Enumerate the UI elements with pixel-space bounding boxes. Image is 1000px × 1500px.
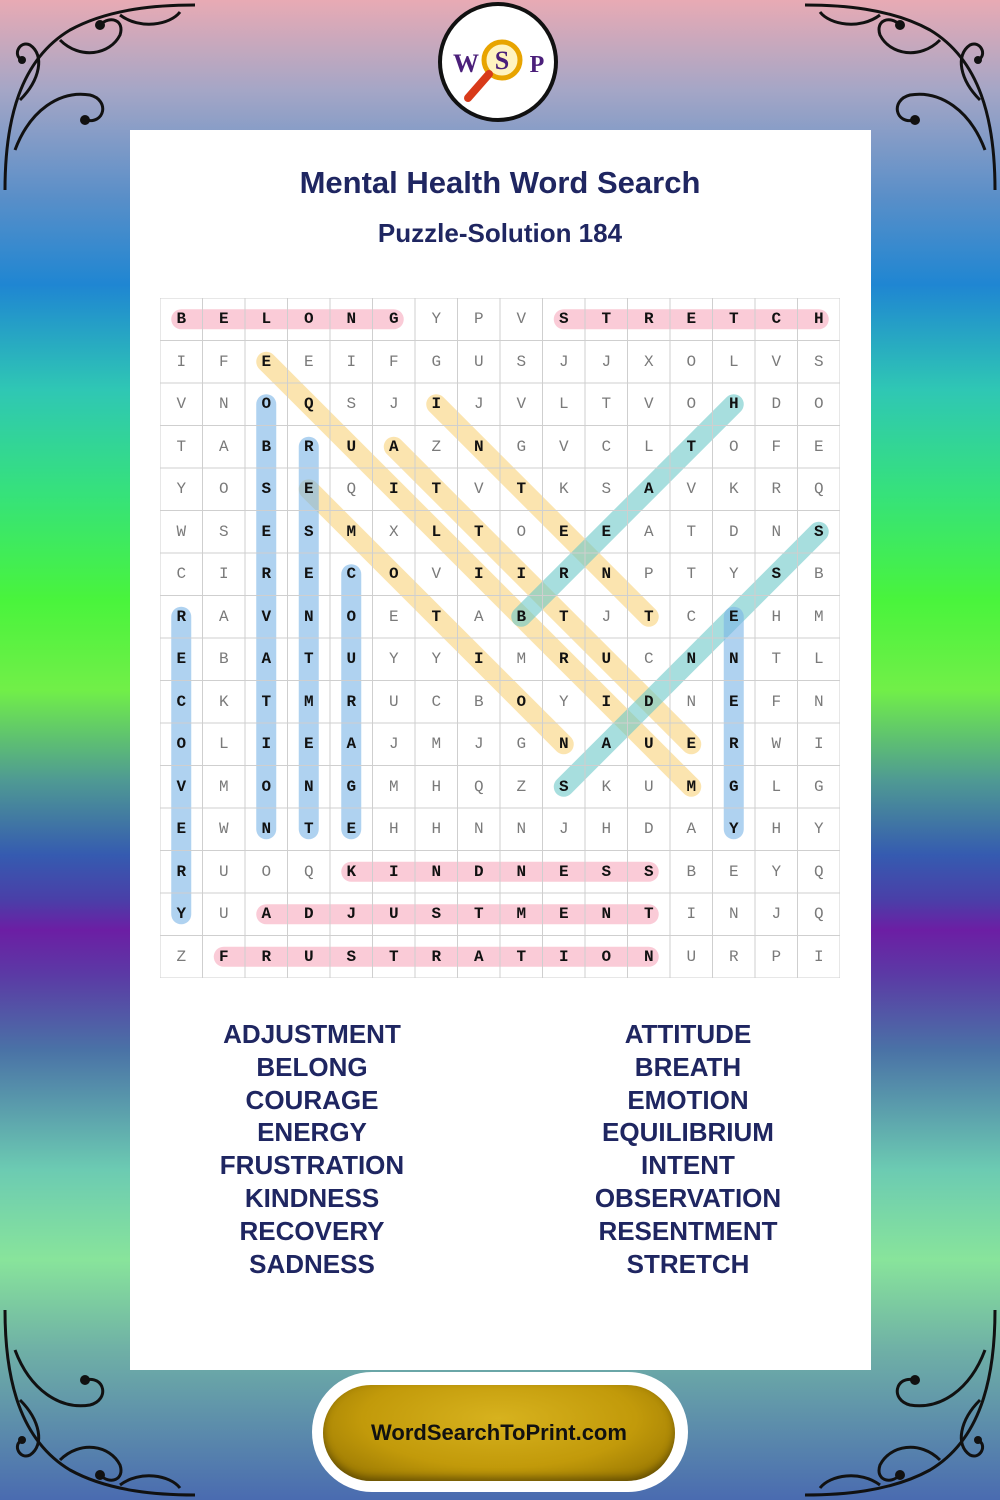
grid-cell[interactable]: A	[601, 735, 612, 754]
grid-cell[interactable]: N	[728, 905, 739, 924]
grid-cell[interactable]: N	[431, 862, 442, 881]
grid-cell[interactable]: M	[686, 777, 697, 796]
grid-cell[interactable]: T	[303, 820, 314, 839]
grid-cell[interactable]: Y	[176, 480, 187, 499]
grid-cell[interactable]: V	[686, 480, 697, 499]
grid-cell[interactable]: U	[303, 947, 314, 966]
grid-cell[interactable]: Y	[431, 650, 442, 669]
grid-cell[interactable]: I	[516, 565, 527, 584]
grid-cell[interactable]: E	[728, 607, 739, 626]
grid-cell[interactable]: P	[473, 310, 484, 329]
grid-cell[interactable]: E	[558, 522, 569, 541]
grid-cell[interactable]: D	[771, 395, 782, 414]
grid-cell[interactable]: W	[176, 522, 187, 541]
grid-cell[interactable]: E	[303, 565, 314, 584]
grid-cell[interactable]: V	[473, 480, 484, 499]
grid-cell[interactable]: C	[431, 692, 442, 711]
grid-cell[interactable]: N	[261, 820, 272, 839]
grid-cell[interactable]: E	[176, 650, 187, 669]
grid-cell[interactable]: H	[431, 777, 442, 796]
grid-cell[interactable]: Y	[813, 820, 824, 839]
grid-cell[interactable]: E	[686, 735, 697, 754]
grid-cell[interactable]: T	[303, 650, 314, 669]
grid-cell[interactable]: N	[686, 692, 697, 711]
grid-cell[interactable]: S	[601, 480, 612, 499]
grid-cell[interactable]: K	[346, 862, 357, 881]
grid-cell[interactable]: V	[431, 565, 442, 584]
grid-cell[interactable]: T	[643, 905, 654, 924]
grid-cell[interactable]: I	[601, 692, 612, 711]
grid-cell[interactable]: N	[601, 905, 612, 924]
grid-cell[interactable]: M	[388, 777, 399, 796]
grid-cell[interactable]: J	[346, 905, 357, 924]
grid-cell[interactable]: H	[728, 395, 739, 414]
grid-cell[interactable]: I	[218, 565, 229, 584]
grid-cell[interactable]: D	[728, 522, 739, 541]
grid-cell[interactable]: B	[218, 650, 229, 669]
grid-cell[interactable]: Z	[431, 437, 442, 456]
grid-cell[interactable]: N	[643, 947, 654, 966]
word-list-item: FRUSTRATION	[219, 1150, 405, 1181]
magnifier-icon	[442, 6, 554, 118]
grid-cell[interactable]: G	[346, 777, 357, 796]
grid-cell[interactable]: E	[346, 820, 357, 839]
grid-cell[interactable]: U	[643, 777, 654, 796]
grid-cell[interactable]: T	[771, 650, 782, 669]
grid-cell[interactable]: B	[516, 607, 527, 626]
grid-cell[interactable]: Q	[813, 862, 824, 881]
grid-cell[interactable]: I	[431, 395, 442, 414]
site-banner[interactable]	[323, 1385, 675, 1481]
grid-cell[interactable]: E	[558, 905, 569, 924]
grid-cell[interactable]: Y	[728, 820, 739, 839]
grid-cell[interactable]: Y	[728, 565, 739, 584]
grid-cell[interactable]: N	[303, 777, 314, 796]
grid-cell[interactable]: I	[558, 947, 569, 966]
grid-cell[interactable]: E	[601, 522, 612, 541]
grid-cell[interactable]: S	[558, 310, 569, 329]
word-list-item: BELONG	[256, 1051, 368, 1082]
grid-cell[interactable]: F	[388, 352, 399, 371]
grid-cell[interactable]: O	[261, 862, 272, 881]
grid-cell[interactable]: U	[686, 947, 697, 966]
grid-cell[interactable]: F	[218, 352, 229, 371]
grid-cell[interactable]: I	[261, 735, 272, 754]
grid-cell[interactable]: N	[771, 522, 782, 541]
grid-cell[interactable]: T	[473, 522, 484, 541]
grid-cell[interactable]: V	[516, 395, 527, 414]
grid-cell[interactable]: S	[303, 522, 314, 541]
grid-cell[interactable]: A	[261, 650, 272, 669]
grid-cell[interactable]: C	[771, 310, 782, 329]
word-list-item: BREATH	[634, 1051, 742, 1082]
word-list-item: ADJUSTMENT	[223, 1019, 401, 1049]
grid-cell[interactable]: T	[686, 522, 697, 541]
grid-cell[interactable]: J	[473, 395, 484, 414]
grid-cell[interactable]: T	[558, 607, 569, 626]
grid-cell[interactable]: U	[643, 735, 654, 754]
grid-cell[interactable]: A	[643, 480, 654, 499]
logo-letter-s: S	[494, 46, 510, 75]
grid-cell[interactable]: E	[303, 352, 314, 371]
grid-cell[interactable]: H	[813, 310, 824, 329]
grid-cell[interactable]: J	[388, 735, 399, 754]
grid-cell[interactable]: E	[261, 352, 272, 371]
grid-cell[interactable]: Q	[813, 905, 824, 924]
grid-cell[interactable]: E	[728, 692, 739, 711]
grid-cell[interactable]: O	[218, 480, 229, 499]
grid-cell[interactable]: M	[516, 650, 527, 669]
grid-cell[interactable]: L	[261, 310, 272, 329]
grid-cell[interactable]: S	[813, 352, 824, 371]
grid-cell[interactable]: T	[473, 905, 484, 924]
grid-cell[interactable]: Z	[516, 777, 527, 796]
grid-cell[interactable]: O	[686, 395, 697, 414]
grid-cell[interactable]: N	[686, 650, 697, 669]
grid-cell[interactable]: O	[346, 607, 357, 626]
grid-cell[interactable]: N	[303, 607, 314, 626]
word-list-item: RECOVERY	[239, 1215, 385, 1246]
grid-cell[interactable]: T	[601, 310, 612, 329]
grid-cell[interactable]: T	[261, 692, 272, 711]
logo-letter-w: W	[453, 49, 479, 78]
grid-cell[interactable]: R	[558, 650, 569, 669]
word-list-item: COURAGE	[245, 1084, 379, 1115]
grid-cell[interactable]: W	[771, 735, 782, 754]
grid-cell[interactable]: L	[771, 777, 782, 796]
grid-cell[interactable]: O	[261, 777, 272, 796]
grid-cell[interactable]: O	[388, 565, 399, 584]
grid-cell[interactable]: M	[813, 607, 824, 626]
grid-letters	[160, 298, 840, 978]
grid-cell[interactable]: T	[643, 607, 654, 626]
word-list-item: KINDNESS	[244, 1182, 380, 1213]
grid-cell[interactable]: K	[728, 480, 739, 499]
grid-cell[interactable]: Z	[176, 947, 187, 966]
grid-cell[interactable]: C	[686, 607, 697, 626]
grid-cell[interactable]: S	[558, 777, 569, 796]
grid-cell[interactable]: Q	[473, 777, 484, 796]
grid-cell[interactable]: E	[388, 607, 399, 626]
grid-cell[interactable]: O	[516, 522, 527, 541]
grid-cell[interactable]: V	[261, 607, 272, 626]
grid-cell[interactable]: H	[601, 820, 612, 839]
grid-cell[interactable]: D	[643, 692, 654, 711]
grid-cell[interactable]: R	[346, 692, 357, 711]
grid-cell[interactable]: T	[431, 480, 442, 499]
grid-cell[interactable]: B	[473, 692, 484, 711]
grid-cell[interactable]: P	[771, 947, 782, 966]
grid-cell[interactable]: R	[303, 437, 314, 456]
grid-cell[interactable]: T	[516, 947, 527, 966]
grid-cell[interactable]: T	[686, 565, 697, 584]
grid-cell[interactable]: B	[813, 565, 824, 584]
grid-cell[interactable]: M	[303, 692, 314, 711]
grid-cell[interactable]: I	[813, 735, 824, 754]
grid-cell[interactable]: S	[771, 565, 782, 584]
grid-cell[interactable]: I	[686, 905, 697, 924]
grid-cell[interactable]: J	[558, 352, 569, 371]
grid-cell[interactable]: K	[601, 777, 612, 796]
site-label: WordSearchToPrint.com	[371, 1420, 627, 1445]
grid-cell[interactable]: R	[643, 310, 654, 329]
word-list-item: INTENT	[641, 1150, 735, 1181]
word-list-left	[132, 1018, 492, 1280]
grid-cell[interactable]: G	[516, 437, 527, 456]
grid-cell[interactable]: A	[218, 437, 229, 456]
grid-cell[interactable]: T	[516, 480, 527, 499]
grid-cell[interactable]: R	[261, 565, 272, 584]
grid-cell[interactable]: B	[686, 862, 697, 881]
grid-cell[interactable]: H	[771, 820, 782, 839]
grid-cell[interactable]: N	[516, 862, 527, 881]
grid-cell[interactable]: J	[473, 735, 484, 754]
grid-cell[interactable]: G	[516, 735, 527, 754]
grid-cell[interactable]: S	[601, 862, 612, 881]
word-list-item: RESENTMENT	[598, 1215, 778, 1246]
grid-cell[interactable]: C	[176, 565, 187, 584]
grid-cell[interactable]: R	[558, 565, 569, 584]
grid-cell[interactable]: G	[728, 777, 739, 796]
grid-cell[interactable]: M	[218, 777, 229, 796]
grid-cell[interactable]: C	[176, 692, 187, 711]
grid-cell[interactable]: K	[558, 480, 569, 499]
grid-cell[interactable]: X	[643, 352, 654, 371]
word-list-item: STRETCH	[626, 1248, 750, 1279]
grid-cell[interactable]: S	[346, 395, 357, 414]
grid-cell[interactable]: I	[813, 947, 824, 966]
grid-cell[interactable]: Y	[431, 310, 442, 329]
grid-cell[interactable]: S	[516, 352, 527, 371]
grid-cell[interactable]: J	[601, 352, 612, 371]
grid-cell[interactable]: N	[473, 820, 484, 839]
grid-cell[interactable]: V	[643, 395, 654, 414]
grid-cell[interactable]: Y	[176, 905, 187, 924]
grid-cell[interactable]: U	[346, 650, 357, 669]
grid-cell[interactable]: H	[388, 820, 399, 839]
grid-cell[interactable]: I	[473, 565, 484, 584]
grid-cell[interactable]: F	[771, 692, 782, 711]
grid-cell[interactable]: U	[218, 905, 229, 924]
word-list-item: EMOTION	[627, 1084, 749, 1115]
grid-cell[interactable]: T	[431, 607, 442, 626]
grid-cell[interactable]: M	[431, 735, 442, 754]
grid-cell[interactable]: T	[728, 310, 739, 329]
grid-cell[interactable]: C	[601, 437, 612, 456]
grid-cell[interactable]: V	[176, 395, 187, 414]
page-title: Mental Health Word Search	[299, 165, 701, 200]
grid-cell[interactable]: O	[813, 395, 824, 414]
grid-cell[interactable]: Y	[388, 650, 399, 669]
grid-cell[interactable]: O	[686, 352, 697, 371]
grid-cell[interactable]: R	[728, 735, 739, 754]
grid-cell[interactable]: H	[431, 820, 442, 839]
grid-cell[interactable]: R	[771, 480, 782, 499]
wsp-logo	[438, 2, 558, 122]
grid-cell[interactable]: B	[261, 437, 272, 456]
grid-cell[interactable]: M	[346, 522, 357, 541]
grid-cell[interactable]: N	[558, 735, 569, 754]
grid-cell[interactable]: Y	[771, 862, 782, 881]
grid-cell[interactable]: E	[176, 820, 187, 839]
grid-cell[interactable]: A	[218, 607, 229, 626]
grid-cell[interactable]: A	[346, 735, 357, 754]
grid-cell[interactable]: Q	[303, 862, 314, 881]
grid-cell[interactable]: G	[813, 777, 824, 796]
grid-cell[interactable]: U	[218, 862, 229, 881]
grid-cell[interactable]: A	[388, 437, 399, 456]
grid-cell[interactable]: Q	[346, 480, 357, 499]
page-subtitle: Puzzle-Solution 184	[377, 218, 623, 248]
grid-cell[interactable]: K	[218, 692, 229, 711]
grid-cell[interactable]: J	[558, 820, 569, 839]
word-list-item: SADNESS	[249, 1248, 375, 1279]
grid-cell[interactable]: A	[261, 905, 272, 924]
grid-cell[interactable]: I	[473, 650, 484, 669]
grid-cell[interactable]: G	[388, 310, 399, 329]
grid-cell[interactable]: A	[643, 522, 654, 541]
grid-cell[interactable]: O	[303, 310, 314, 329]
grid-cell[interactable]: X	[388, 522, 399, 541]
grid-cell[interactable]: T	[686, 437, 697, 456]
word-list-right	[508, 1018, 868, 1280]
grid-cell[interactable]: A	[473, 947, 484, 966]
grid-cell[interactable]: V	[771, 352, 782, 371]
grid-cell[interactable]: Q	[303, 395, 314, 414]
grid-cell[interactable]: R	[176, 862, 187, 881]
grid-cell[interactable]: N	[218, 395, 229, 414]
grid-cell[interactable]: Q	[813, 480, 824, 499]
grid-cell[interactable]: S	[346, 947, 357, 966]
grid-cell[interactable]: A	[473, 607, 484, 626]
grid-cell[interactable]: I	[388, 862, 399, 881]
grid-cell[interactable]: R	[176, 607, 187, 626]
grid-cell[interactable]: I	[176, 352, 187, 371]
word-list-item: OBSERVATION	[594, 1182, 782, 1213]
grid-cell[interactable]: N	[473, 437, 484, 456]
grid-cell[interactable]: R	[431, 947, 442, 966]
grid-cell[interactable]: S	[218, 522, 229, 541]
grid-cell[interactable]: B	[176, 310, 187, 329]
grid-cell[interactable]: D	[303, 905, 314, 924]
grid-cell[interactable]: N	[813, 692, 824, 711]
grid-cell[interactable]: W	[218, 820, 229, 839]
grid-cell[interactable]: V	[176, 777, 187, 796]
grid-cell[interactable]: U	[601, 650, 612, 669]
grid-cell[interactable]: L	[558, 395, 569, 414]
grid-cell[interactable]: L	[643, 437, 654, 456]
grid-cell[interactable]: R	[261, 947, 272, 966]
grid-cell[interactable]: S	[261, 480, 272, 499]
grid-cell[interactable]: O	[601, 947, 612, 966]
grid-cell[interactable]: A	[686, 820, 697, 839]
grid-cell[interactable]: N	[728, 650, 739, 669]
grid-cell[interactable]: E	[303, 480, 314, 499]
grid-cell[interactable]: F	[771, 437, 782, 456]
grid-cell[interactable]: E	[558, 862, 569, 881]
word-search-grid	[160, 298, 840, 978]
word-list-item: ATTITUDE	[624, 1019, 752, 1049]
grid-cell[interactable]: C	[643, 650, 654, 669]
grid-cell[interactable]: T	[176, 437, 187, 456]
grid-cell[interactable]: J	[388, 395, 399, 414]
grid-cell[interactable]: S	[643, 862, 654, 881]
grid-cell[interactable]: L	[431, 522, 442, 541]
grid-cell[interactable]: J	[771, 905, 782, 924]
grid-cell[interactable]: J	[601, 607, 612, 626]
grid-cell[interactable]: F	[218, 947, 229, 966]
grid-cell[interactable]: D	[643, 820, 654, 839]
grid-cell[interactable]: U	[346, 437, 357, 456]
grid-cell[interactable]: N	[601, 565, 612, 584]
logo-letter-p: P	[529, 52, 545, 78]
grid-cell[interactable]: S	[813, 522, 824, 541]
grid-cell[interactable]: L	[218, 735, 229, 754]
grid-cell[interactable]: E	[303, 735, 314, 754]
grid-cell[interactable]: T	[388, 947, 399, 966]
grid-cell[interactable]: M	[516, 905, 527, 924]
grid-cell[interactable]: E	[218, 310, 229, 329]
grid-cell[interactable]: U	[388, 692, 399, 711]
grid-cell[interactable]: R	[728, 947, 739, 966]
word-list-item: EQUILIBRIUM	[602, 1117, 774, 1148]
grid-cell[interactable]: L	[728, 352, 739, 371]
grid-cell[interactable]: D	[473, 862, 484, 881]
grid-cell[interactable]: E	[813, 437, 824, 456]
grid-cell[interactable]: E	[686, 310, 697, 329]
grid-cell[interactable]: E	[261, 522, 272, 541]
grid-cell[interactable]: O	[728, 437, 739, 456]
grid-cell[interactable]: I	[346, 352, 357, 371]
grid-cell[interactable]: T	[601, 395, 612, 414]
grid-cell[interactable]: N	[516, 820, 527, 839]
grid-cell[interactable]: Y	[558, 692, 569, 711]
word-list-item: ENERGY	[257, 1117, 367, 1148]
grid-cell[interactable]: N	[346, 310, 357, 329]
grid-cell[interactable]: S	[431, 905, 442, 924]
grid-cell[interactable]: V	[558, 437, 569, 456]
grid-cell[interactable]: O	[516, 692, 527, 711]
grid-cell[interactable]: U	[388, 905, 399, 924]
grid-cell[interactable]: V	[516, 310, 527, 329]
grid-cell[interactable]: H	[771, 607, 782, 626]
grid-cell[interactable]: O	[261, 395, 272, 414]
grid-cell[interactable]: P	[643, 565, 654, 584]
grid-cell[interactable]: I	[388, 480, 399, 499]
grid-cell[interactable]: G	[431, 352, 442, 371]
grid-cell[interactable]: U	[473, 352, 484, 371]
grid-cell[interactable]: C	[346, 565, 357, 584]
grid-cell[interactable]: L	[813, 650, 824, 669]
grid-cell[interactable]: E	[728, 862, 739, 881]
grid-cell[interactable]: O	[176, 735, 187, 754]
